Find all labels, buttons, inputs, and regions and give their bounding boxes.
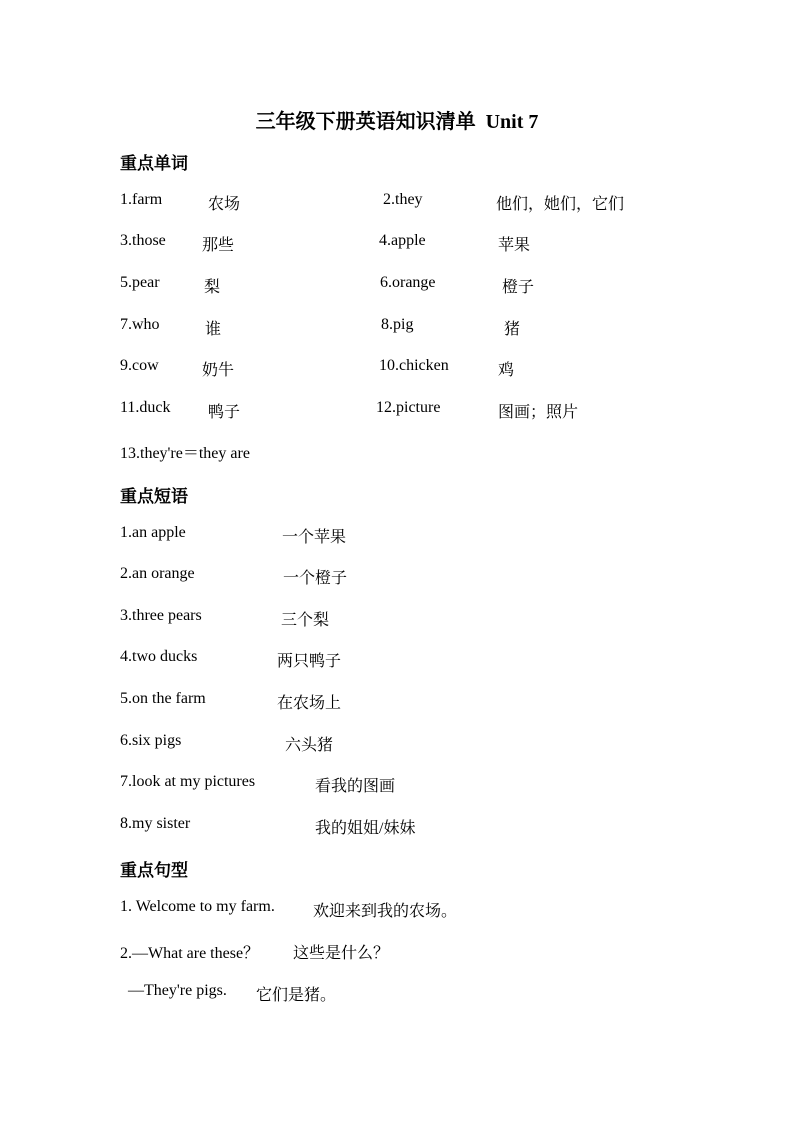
sentence-row [0,898,794,920]
word-chinese: 苹果 [498,237,531,254]
phrase-english: 8.my sister [120,815,191,832]
word-row [0,440,794,462]
word-english: 2.they [383,191,423,208]
word-chinese: 那些 [202,237,235,254]
word-chinese: 图画；照片 [498,404,579,421]
word-chinese: 鸡 [498,362,515,379]
section-heading-words: 重点单词 [120,154,188,173]
word-english: 6.orange [380,274,436,291]
phrase-row [0,607,794,629]
word-english: 8.pig [381,316,414,333]
phrase-row [0,773,794,795]
phrase-row [0,565,794,587]
sentence-chinese: 这些是什么？ [293,945,390,962]
sentence-english: 1. Welcome to my farm. [120,898,275,915]
word-chinese: 梨 [204,279,221,296]
phrase-chinese: 在农场上 [277,695,342,712]
phrase-row [0,732,794,754]
phrase-chinese: 三个梨 [281,612,330,629]
word-row [0,399,794,421]
word-english: 12.picture [376,399,441,416]
word-chinese: 奶牛 [202,362,235,379]
sentence-row [0,982,794,1004]
word-chinese: 鸭子 [208,404,241,421]
word-row [0,274,794,296]
phrase-english: 1.an apple [120,524,186,541]
word-english: 3.those [120,232,166,249]
word-english: 5.pear [120,274,160,291]
word-english: 9.cow [120,357,159,374]
sentence-row [0,940,794,962]
sentence-english: 2.—What are these？ [120,945,260,962]
word-chinese: 猪 [504,321,521,338]
phrase-chinese: 两只鸭子 [277,653,342,670]
phrase-english: 4.two ducks [120,648,198,665]
word-english: 10.chicken [379,357,449,374]
phrase-english: 2.an orange [120,565,195,582]
word-chinese: 农场 [208,196,241,213]
word-row [0,316,794,338]
word-english: 1.farm [120,191,163,208]
word-row [0,357,794,379]
phrase-row [0,690,794,712]
sentence-english: —They're pigs. [128,982,227,999]
word-chinese: 他们，她们，它们 [496,196,625,213]
page-title: 三年级下册英语知识清单 Unit 7 [255,111,539,133]
phrase-row [0,648,794,670]
word-chinese: 谁 [205,321,222,338]
word-english: 11.duck [120,399,171,416]
sentence-chinese: 它们是猪。 [256,987,337,1004]
phrase-chinese: 看我的图画 [315,778,396,795]
phrase-chinese: 一个橙子 [283,570,348,587]
phrase-row [0,524,794,546]
phrase-chinese: 一个苹果 [282,529,347,546]
phrase-english: 3.three pears [120,607,202,624]
word-chinese: 橙子 [502,279,535,296]
section-heading-sentences: 重点句型 [120,861,188,880]
phrase-chinese: 我的姐姐/妹妹 [315,820,416,837]
section-heading-phrases: 重点短语 [120,487,188,506]
sentence-chinese: 欢迎来到我的农场。 [313,903,458,920]
phrase-english: 7.look at my pictures [120,773,256,790]
word-english: 7.who [120,316,160,333]
word-row [0,232,794,254]
phrase-chinese: 六头猪 [285,737,334,754]
phrase-row [0,815,794,837]
phrase-english: 5.on the farm [120,690,206,707]
word-row [0,191,794,213]
phrase-english: 6.six pigs [120,732,182,749]
word-english: 4.apple [379,232,426,249]
contraction-text: 13.they're＝they are [120,445,250,462]
